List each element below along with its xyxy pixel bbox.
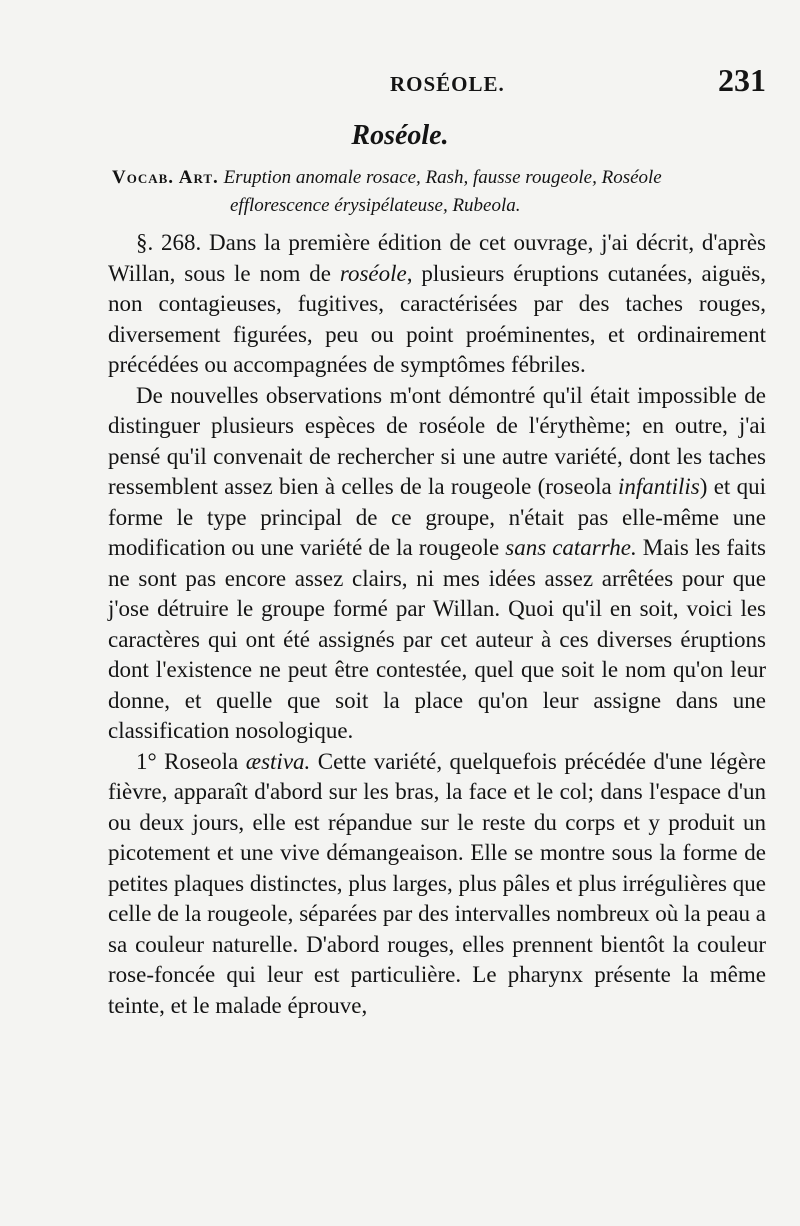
- paragraph-1-text-end: , plusieurs éruptions cutanées, aiguës, non contagieuses, fugitives, caractérisées par des taches rouges, diversement figurées, peu ou point proéminentes, et ordinairement précédées ou accompagnées de symptômes fébriles.: [108, 260, 766, 377]
- running-title: ROSÉOLE.: [390, 72, 505, 96]
- paragraph-2-emphasis-1: infantilis: [617, 474, 700, 499]
- paragraph-1-emphasis: roséole: [339, 260, 407, 286]
- paragraph-3-emphasis: æstiva.: [245, 748, 311, 774]
- body-text: [108, 228, 766, 1021]
- paragraph-2-text: De nouvelles observations m'ont démontré qu'il était impossible de distinguer plusieurs espèces de roséole de l'érythème; en outre, j'ai pensé qu'il convenait de rechercher si une autre variété, dont les taches ressemblent assez bien à celles de la rougeole (roseola: [108, 382, 766, 499]
- running-head: [108, 62, 768, 102]
- page-number: 231: [718, 62, 766, 98]
- paragraph-2-emphasis-2: sans catarrhe.: [505, 535, 637, 560]
- paragraph-2-text-end: Mais les faits ne sont pas encore assez clairs, ni mes idées assez arrêtées pour que j'ose détruire le groupe formé par Willan. Quoi qu'il en soit, voici les caractères qui ont été assignés par cet auteur à ces diverses éruptions dont l'existence ne peut être contestée, quel que soit le nom qu'on leur donne, et quelle que soit la place qu'on leur assigne dans une classification nosologique.: [108, 535, 766, 743]
- section-title: Roséole.: [351, 120, 449, 151]
- paragraph-3-text-end: Cette variété, quelquefois précédée d'une légère fièvre, apparaît d'abord sur les bras, la face et le col; dans l'espace d'un ou deux jours, elle est répandue sur le reste du corps et y produit un picotement et une vive démangeaison. Elle se montre sous la forme de petites plaques distinctes, plus larges, plus pâles et plus irrégulières que celle de la rougeole, séparées par des intervalles nombreux où la peau a sa couleur naturelle. D'abord rouges, elles prennent bientôt la couleur rose-foncée qui leur est particulière. Le pharynx présente la même teinte, et le malade éprouve,: [108, 748, 767, 1018]
- paragraph-3-text: 1° Roseola: [136, 748, 246, 774]
- paragraph-observations: [108, 381, 766, 747]
- paragraph-2-text-mid: ) et qui forme le type principal de ce groupe, n'était pas elle-même une modification ou une variété de la rougeole: [108, 474, 766, 560]
- vocabulary-lead: Vocab. Art.: [112, 167, 219, 188]
- vocabulary-terms-line-2: efflorescence érysipélateuse, Rubeola.: [230, 195, 521, 216]
- vocabulary-terms-line-1: Eruption anomale rosace, Rash, fausse rougeole, Roséole: [223, 167, 662, 188]
- vocabulary-line: [112, 164, 752, 220]
- paragraph-1-text: §. 268. Dans la première édition de cet ouvrage, j'ai décrit, d'après Willan, sous le nom de: [108, 230, 766, 286]
- paragraph-roseola-aestiva: [108, 747, 766, 1022]
- paragraph-268: [108, 228, 766, 381]
